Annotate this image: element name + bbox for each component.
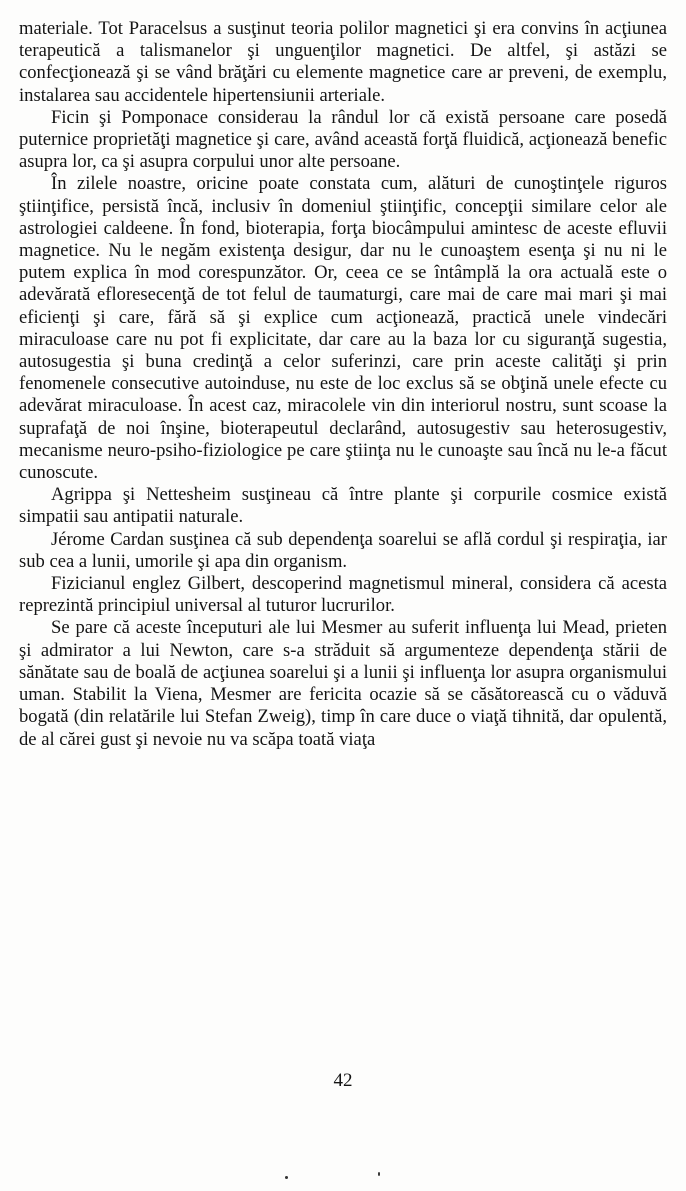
paragraph: materiale. Tot Paracelsus a susţinut teoria polilor magnetici şi era convins în acţiunea terapeutică a talismanelor şi unguenţilor magnetici. De altfel, şi astăzi se confecţionează şi se vând brăţări cu elemente magnetice care ar preveni, de exemplu, instalarea sau accidentele hipertensiunii arteriale. <box>19 18 667 106</box>
page-number: 42 <box>333 1070 353 1091</box>
paragraph: Agrippa şi Nettesheim susţineau că între plante şi corpurile cosmice există simpatii sau antipatii naturale. <box>19 484 667 528</box>
scan-speck <box>378 1172 380 1176</box>
paragraph: Jérome Cardan susţinea că sub dependenţa soarelui se află cordul şi respiraţia, iar sub cea a lunii, umorile şi apa din organism. <box>19 528 667 572</box>
paragraph: În zilele noastre, oricine poate constata cum, alături de cunoştinţele riguros ştiinţifice, persistă încă, inclusiv în domeniul ştiinţific, concepţii similare celor ale astrologiei caldeene. În fond, bioterapia, forţa biocâmpului amintesc de aceste efluvii magnetice. Nu le negăm existenţa desigur, dar nu le cunoaştem esenţa şi nu ni le putem explica în mod corespunzător. Or, ceea ce se întâmplă la ora actuală este o adevărată efloresecenţă de tot felul de taumaturgi, care mai de care mai mari şi mai eficienţi şi care, fără să şi explice cum acţionează, practică unele vindecări miraculoase care nu pot fi explicitate, dar care au la baza lor cu siguranţă sugestia, autosugestia şi buna credinţă a celor suferinzi, care prin aceste calităţi şi prin fenomenele consecutive autoinduse, nu este de loc exclus să se obţină unele efecte cu adevărat miraculoase. În acest caz, miracolele vin din interiorul nostru, sunt scoase la suprafaţă de noi înşine, bioterapeutul declarând, autosugestiv sau heterosugestiv, mecanisme neuro-psiho-fiziologice pe care ştiinţa nu le cunoaşte sau încă nu le-a făcut cunoscute. <box>19 173 667 484</box>
scan-speck <box>285 1176 288 1179</box>
paragraph: Fizicianul englez Gilbert, descoperind magnetismul mineral, considera că acesta reprezintă principiul universal al tuturor lucrurilor. <box>19 573 667 617</box>
paragraph: Se pare că aceste începuturi ale lui Mesmer au suferit influenţa lui Mead, prieten şi admirator a lui Newton, care s-a străduit să argumenteze dependenţa stării de sănătate sau de boală de acţiunea soarelui şi a lunii şi influenţa lor asupra organismului uman. Stabilit la Viena, Mesmer are fericita ocazie să se căsătorească cu o văduvă bogată (din relatările lui Stefan Zweig), timp în care duce o viaţă tihnită, dar opulentă, de al cărei gust şi nevoie nu va scăpa toată viaţa <box>19 617 667 750</box>
paragraph: Ficin şi Pomponace considerau la rândul lor că există persoane care posedă puternice proprietăţi magnetice şi care, având această forţă fluidică, acţionează benefic asupra lor, ca şi asupra corpului unor alte persoane. <box>19 106 667 173</box>
body-text <box>19 18 667 751</box>
